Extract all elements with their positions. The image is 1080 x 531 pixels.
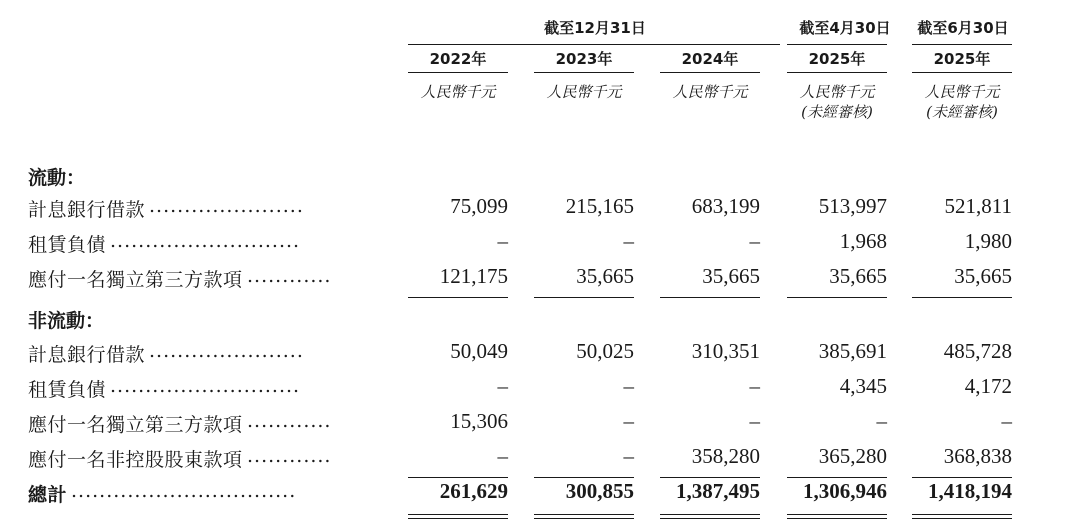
table-cell: –	[1001, 409, 1012, 433]
leader-dots: ...........................	[110, 230, 301, 252]
leader-dots-wrap	[149, 195, 378, 217]
col-unit-3: 人民幣千元	[672, 83, 748, 101]
table-cell: –	[623, 409, 634, 433]
leader-dots-wrap	[247, 265, 378, 287]
leader-dots-wrap	[247, 445, 378, 467]
table-cell: 521,811	[944, 194, 1012, 218]
col-unit-5: 人民幣千元	[924, 83, 1000, 101]
pre-total-rule-3	[660, 477, 760, 478]
total-double-rule-5a	[912, 514, 1012, 515]
total-label: 總計	[28, 484, 68, 506]
table-cell: 1,968	[839, 229, 887, 253]
table-cell: 310,351	[691, 339, 760, 363]
col-year-2025-jun: 2025年	[933, 50, 991, 68]
leader-dots: ...........................	[110, 375, 301, 397]
col-year-2022: 2022年	[429, 50, 487, 68]
total-double-rule-4a	[787, 514, 887, 515]
year-rule-1	[408, 72, 508, 73]
table-cell: 485,728	[943, 339, 1012, 363]
table-cell: 1,980	[964, 229, 1012, 253]
leader-dots-wrap	[149, 340, 378, 362]
table-cell: 4,345	[839, 374, 887, 398]
row-label: 應付一名獨立第三方款項	[28, 269, 243, 291]
header-group-dec31: 截至12月31日	[544, 19, 646, 37]
header-group-apr30: 截至4月30日	[799, 19, 891, 37]
section-noncurrent: 非流動：	[28, 310, 105, 332]
row-label: 計息銀行借款	[28, 344, 146, 366]
table-cell: –	[623, 444, 634, 468]
year-rule-4	[787, 72, 887, 73]
table-cell: 50,049	[450, 339, 508, 363]
leader-dots: ............	[247, 265, 332, 287]
table-cell: 358,280	[691, 444, 760, 468]
total-double-rule-3b	[660, 518, 760, 519]
table-cell: 50,025	[576, 339, 634, 363]
header-rule-dec31	[408, 44, 780, 45]
total-double-rule-2a	[534, 514, 634, 515]
total-double-rule-2b	[534, 518, 634, 519]
leader-dots-wrap	[247, 410, 378, 432]
pre-total-rule-5	[912, 477, 1012, 478]
total-cell: 1,418,194	[928, 479, 1012, 503]
header-rule-jun30	[912, 44, 1012, 45]
col-note-4: (未經審核)	[801, 103, 873, 121]
row-label: 租賃負債	[28, 379, 107, 401]
row-label: 應付一名非控股股東款項	[28, 449, 243, 471]
pre-total-rule-4	[787, 477, 887, 478]
table-cell: 683,199	[691, 194, 760, 218]
table-cell: 365,280	[818, 444, 887, 468]
pre-total-rule-2	[534, 477, 634, 478]
leader-dots: ......................	[149, 340, 304, 362]
table-cell: –	[749, 374, 760, 398]
col-unit-2: 人民幣千元	[546, 83, 622, 101]
table-cell: 15,306	[450, 409, 508, 433]
table-cell: 513,997	[818, 194, 887, 218]
table-cell: –	[749, 409, 760, 433]
leader-dots: ............	[247, 445, 332, 467]
col-unit-1: 人民幣千元	[420, 83, 496, 101]
subtotal-rule-4	[787, 297, 887, 298]
row-label: 租賃負債	[28, 234, 107, 256]
table-cell: 35,665	[954, 264, 1012, 288]
table-cell: 215,165	[565, 194, 634, 218]
total-cell: 300,855	[565, 479, 634, 503]
year-rule-2	[534, 72, 634, 73]
col-year-2024: 2024年	[681, 50, 739, 68]
table-cell: 121,175	[439, 264, 508, 288]
section-current: 流動：	[28, 167, 86, 189]
total-double-rule-4b	[787, 518, 887, 519]
subtotal-rule-5	[912, 297, 1012, 298]
subtotal-rule-1	[408, 297, 508, 298]
total-cell: 1,306,946	[803, 479, 887, 503]
col-year-2025-apr: 2025年	[808, 50, 866, 68]
leader-dots: ............	[247, 410, 332, 432]
table-cell: 75,099	[450, 194, 508, 218]
total-double-rule-1a	[408, 514, 508, 515]
total-double-rule-3a	[660, 514, 760, 515]
year-rule-5	[912, 72, 1012, 73]
table-cell: –	[497, 229, 508, 253]
table-cell: 35,665	[576, 264, 634, 288]
col-year-2023: 2023年	[555, 50, 613, 68]
table-cell: 35,665	[829, 264, 887, 288]
header-rule-apr30	[787, 44, 887, 45]
table-cell: 35,665	[702, 264, 760, 288]
table-cell: 4,172	[964, 374, 1012, 398]
leader-dots-wrap	[110, 230, 378, 252]
table-cell: 368,838	[943, 444, 1012, 468]
pre-total-rule-1	[408, 477, 508, 478]
total-cell: 261,629	[439, 479, 508, 503]
subtotal-rule-3	[660, 297, 760, 298]
row-label: 應付一名獨立第三方款項	[28, 414, 243, 436]
table-cell: –	[876, 409, 887, 433]
col-unit-4: 人民幣千元	[799, 83, 875, 101]
table-cell: –	[749, 229, 760, 253]
col-note-5: (未經審核)	[926, 103, 998, 121]
total-double-rule-5b	[912, 518, 1012, 519]
table-cell: –	[623, 374, 634, 398]
table-cell: 385,691	[818, 339, 887, 363]
subtotal-rule-2	[534, 297, 634, 298]
total-cell: 1,387,495	[676, 479, 760, 503]
leader-dots: ......................	[149, 195, 304, 217]
row-label: 計息銀行借款	[28, 199, 146, 221]
table-cell: –	[497, 444, 508, 468]
leader-dots-wrap	[110, 375, 378, 397]
table-cell: –	[497, 374, 508, 398]
header-group-jun30: 截至6月30日	[917, 19, 1009, 37]
leader-dots-wrap	[71, 480, 378, 502]
table-cell: –	[623, 229, 634, 253]
leader-dots: ................................	[71, 480, 297, 502]
year-rule-3	[660, 72, 760, 73]
total-double-rule-1b	[408, 518, 508, 519]
